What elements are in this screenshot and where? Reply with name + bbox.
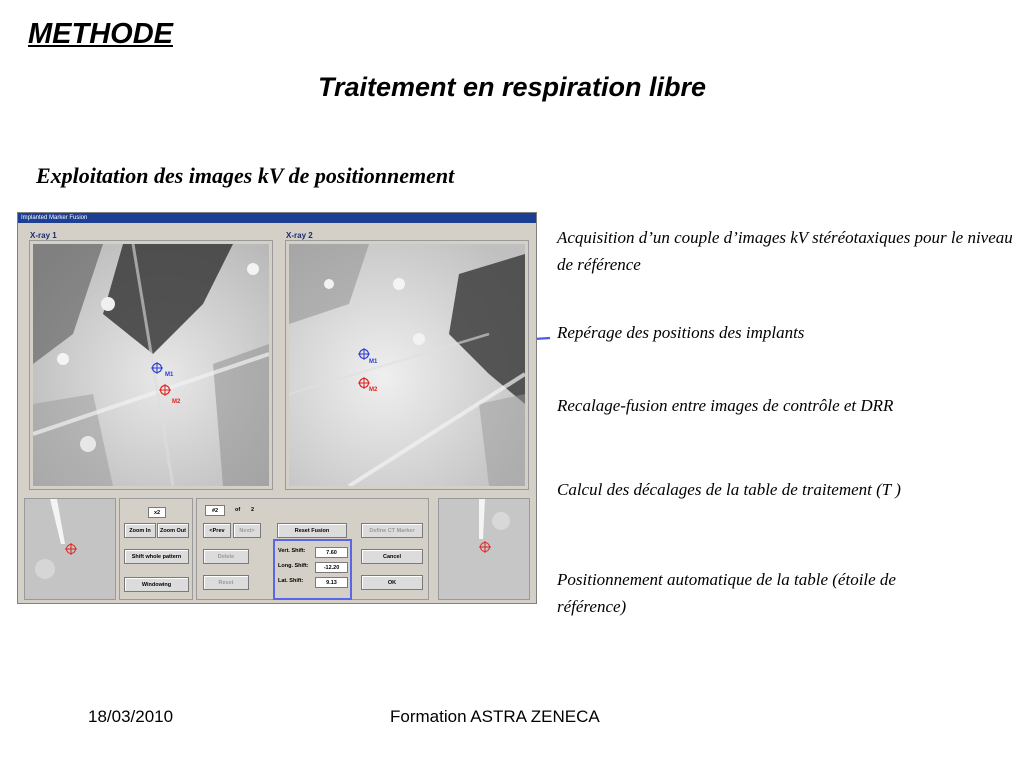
image-index-display: #2	[205, 505, 225, 516]
vert-shift-field[interactable]: 7.60	[315, 547, 348, 558]
long-shift-field[interactable]: -12.20	[315, 562, 348, 573]
section-title: Exploitation des images kV de positionnement	[36, 163, 455, 188]
fusion-panel	[196, 498, 429, 600]
xray1-marker1-label: M1	[165, 372, 174, 378]
footer-date: 18/03/2010	[88, 707, 174, 726]
reset-fusion-button[interactable]: Reset Fusion	[277, 523, 347, 538]
note-reperage: Repérage des positions des implants	[557, 323, 805, 342]
xray2-frame	[285, 240, 529, 490]
xray2-drawing	[289, 244, 525, 486]
left-thumbnail[interactable]	[24, 498, 116, 600]
windowing-button[interactable]: Windowing	[124, 577, 189, 592]
note-recalage: Recalage-fusion entre images de contrôle et DRR	[557, 396, 894, 415]
note-acquisition: Acquisition d’un couple d’images kV stéréotaxiques pour le niveau de référence	[557, 228, 1013, 274]
zoom-level-display: x2	[148, 507, 166, 518]
note-positionnement: Positionnement automatique de la table (étoile de référence)	[557, 570, 896, 616]
reset-button[interactable]: Reset	[203, 575, 249, 590]
lat-shift-field[interactable]: 9.13	[315, 577, 348, 588]
xray2-marker1-label: M1	[369, 359, 378, 365]
note-calcul: Calcul des décalages de la table de traitement (T )	[557, 480, 901, 499]
ok-button[interactable]: OK	[361, 575, 423, 590]
left-thumbnail-drawing	[25, 499, 115, 599]
shift-values-highlight	[273, 539, 352, 600]
xray2-label: X-ray 2	[286, 231, 313, 240]
prev-button[interactable]: <Prev	[203, 523, 231, 538]
zoom-out-button[interactable]: Zoom Out	[157, 523, 189, 538]
lat-shift-label: Lat. Shift:	[278, 578, 304, 584]
xray2-image[interactable]	[289, 244, 525, 486]
delete-button[interactable]: Delete	[203, 549, 249, 564]
marker-m2-crosshair-icon	[159, 384, 171, 396]
slide-subtitle: Traitement en respiration libre	[317, 72, 707, 102]
zoom-in-button[interactable]: Zoom In	[124, 523, 156, 538]
xray1-label: X-ray 1	[30, 231, 57, 240]
long-shift-label: Long. Shift:	[278, 563, 309, 569]
of-label: of	[235, 507, 241, 513]
right-thumbnail-drawing	[439, 499, 529, 599]
xray1-frame	[29, 240, 273, 490]
slide-heading: METHODE	[28, 18, 173, 50]
right-thumbnail[interactable]	[438, 498, 530, 600]
marker-m1-crosshair-icon	[151, 362, 163, 374]
cancel-button[interactable]: Cancel	[361, 549, 423, 564]
shift-whole-pattern-button[interactable]: Shift whole pattern	[124, 549, 189, 564]
next-button[interactable]: Next>	[233, 523, 261, 538]
image-total: 2	[251, 507, 255, 513]
xray2-marker2-label: M2	[369, 387, 378, 393]
define-ct-marker-button[interactable]: Define CT Marker	[361, 523, 423, 538]
vert-shift-label: Vert. Shift:	[278, 548, 306, 554]
xray1-marker2-label: M2	[172, 399, 181, 405]
footer-organization: Formation ASTRA ZENECA	[390, 707, 600, 726]
marker-fusion-window	[17, 212, 537, 604]
xray1-image[interactable]	[33, 244, 269, 486]
zoom-panel	[119, 498, 193, 600]
window-title-bar: Implanted Marker Fusion	[18, 213, 536, 223]
